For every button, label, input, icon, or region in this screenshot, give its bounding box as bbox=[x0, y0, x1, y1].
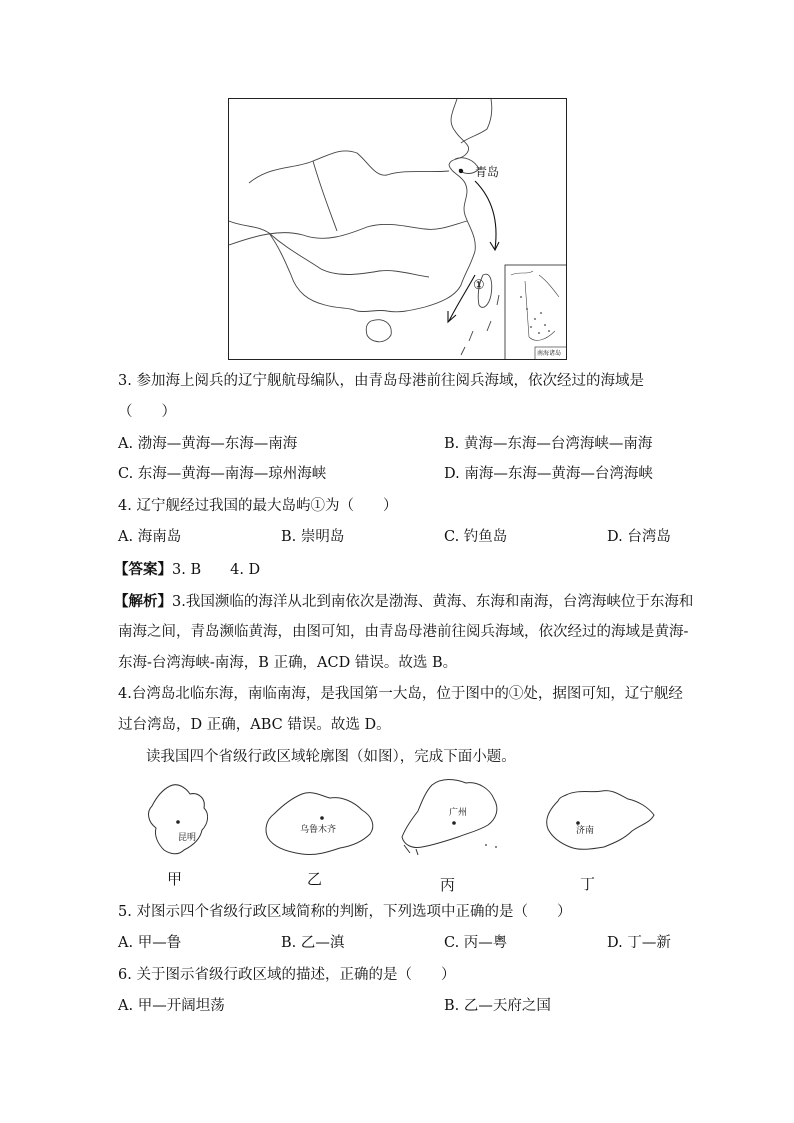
yellow-river bbox=[249, 151, 449, 183]
q3-options-row-2 bbox=[118, 466, 678, 486]
route-arrow-south-head bbox=[448, 311, 456, 322]
q3-option-d[interactable]: D. 南海—东海—黄海—台湾海峡 bbox=[444, 466, 653, 482]
liaodong-peninsula bbox=[461, 99, 492, 143]
province-jia bbox=[140, 780, 220, 888]
q4-option-c[interactable]: C. 钓鱼岛 bbox=[444, 529, 508, 545]
hainan-island bbox=[366, 320, 391, 342]
inset-label: 南海诸岛 bbox=[537, 350, 562, 357]
analysis-line-2: 南海之间，青岛濒临黄海，由图可知，由青岛母港前往阅兵海域，依次经过的海域是黄海- bbox=[118, 624, 689, 640]
province-bing-outline bbox=[398, 775, 516, 865]
yangtze-river bbox=[229, 221, 467, 245]
province-jia-name: 甲 bbox=[167, 870, 183, 888]
q3-options-row-1 bbox=[118, 436, 678, 456]
island-marker: ① bbox=[473, 278, 485, 293]
q3-paren: （ ） bbox=[118, 404, 176, 420]
q3-option-c[interactable]: C. 东海—黄海—南海—琼州海峡 bbox=[118, 466, 327, 482]
route-arrow-north-head bbox=[490, 242, 499, 250]
analysis-line-3: 东海-台湾海峡-南海，B 正确，ACD 错误。故选 B。 bbox=[118, 655, 458, 671]
q6-option-a[interactable]: A. 甲—开阔坦荡 bbox=[118, 998, 225, 1014]
q5-option-b[interactable]: B. 乙—滇 bbox=[281, 935, 345, 951]
province-jia-city: 昆明 bbox=[178, 833, 197, 843]
province-ding-city: 济南 bbox=[576, 826, 595, 836]
province-ding bbox=[540, 785, 660, 895]
qingdao-label: 青岛 bbox=[475, 165, 500, 179]
internal-border-1 bbox=[313, 161, 337, 231]
q5-stem: 5. 对图示四个省级行政区域简称的判断，下列选项中正确的是（ ） bbox=[118, 904, 572, 920]
internal-border-2 bbox=[269, 233, 429, 277]
route-arrow-north bbox=[475, 181, 496, 249]
province-bing-city: 广州 bbox=[449, 808, 468, 818]
q4-stem: 4. 辽宁舰经过我国的最大岛屿①为（ ） bbox=[118, 498, 398, 514]
province-yi-name: 乙 bbox=[307, 870, 323, 888]
section-intro: 读我国四个省级行政区域轮廓图（如图），完成下面小题。 bbox=[146, 749, 516, 765]
analysis-text-1: 3.我国濒临的海洋从北到南依次是渤海、黄海、东海和南海，台湾海峡位于东海和 bbox=[172, 594, 694, 610]
province-bing-name: 丙 bbox=[440, 876, 456, 894]
province-yi-city: 乌鲁木齐 bbox=[300, 825, 337, 835]
answer-line bbox=[114, 561, 260, 579]
q6-options-row bbox=[118, 998, 678, 1018]
coastline bbox=[357, 99, 475, 312]
china-sea-route-map bbox=[228, 98, 567, 360]
analysis-line-4: 4.台湾岛北临东海，南临南海，是我国第一大岛，位于图中的①处，据图可知，辽宁舰经 bbox=[118, 686, 683, 702]
q4-option-d[interactable]: D. 台湾岛 bbox=[607, 529, 671, 545]
answer-text: 3. B 4. D bbox=[172, 562, 261, 578]
q4-options-row bbox=[118, 529, 678, 549]
q4-option-a[interactable]: A. 海南岛 bbox=[118, 529, 182, 545]
q5-option-a[interactable]: A. 甲—鲁 bbox=[118, 935, 182, 951]
q3-option-b[interactable]: B. 黄海—东海—台湾海峡—南海 bbox=[444, 436, 653, 452]
province-ding-name: 丁 bbox=[580, 875, 596, 893]
inset-frame bbox=[505, 265, 567, 360]
q4-option-b[interactable]: B. 崇明岛 bbox=[281, 529, 345, 545]
q6-option-b[interactable]: B. 乙—天府之国 bbox=[444, 998, 551, 1014]
q3-stem: 3. 参加海上阅兵的辽宁舰航母编队，由青岛母港前往阅兵海域，依次经过的海域是 bbox=[118, 373, 644, 389]
answer-label: 【答案】 bbox=[114, 561, 172, 578]
province-jia-outline bbox=[140, 780, 220, 860]
analysis-line-5: 过台湾岛，D 正确，ABC 错误。故选 D。 bbox=[118, 717, 391, 733]
western-border bbox=[229, 221, 357, 311]
map-drawing bbox=[229, 99, 567, 360]
q5-options-row bbox=[118, 935, 678, 955]
province-ding-outline bbox=[540, 785, 660, 855]
analysis-label: 【解析】 bbox=[114, 593, 172, 610]
q5-option-c[interactable]: C. 丙—粤 bbox=[444, 935, 508, 951]
q5-option-d[interactable]: D. 丁—新 bbox=[607, 935, 671, 951]
province-bing bbox=[398, 775, 516, 894]
qingdao-dot bbox=[459, 169, 463, 173]
small-islands bbox=[461, 295, 499, 355]
province-yi bbox=[262, 790, 378, 890]
analysis-line-1 bbox=[114, 593, 693, 611]
q6-stem: 6. 关于图示省级行政区域的描述，正确的是（ ） bbox=[118, 967, 456, 983]
q3-option-a[interactable]: A. 渤海—黄海—东海—南海 bbox=[118, 436, 298, 452]
